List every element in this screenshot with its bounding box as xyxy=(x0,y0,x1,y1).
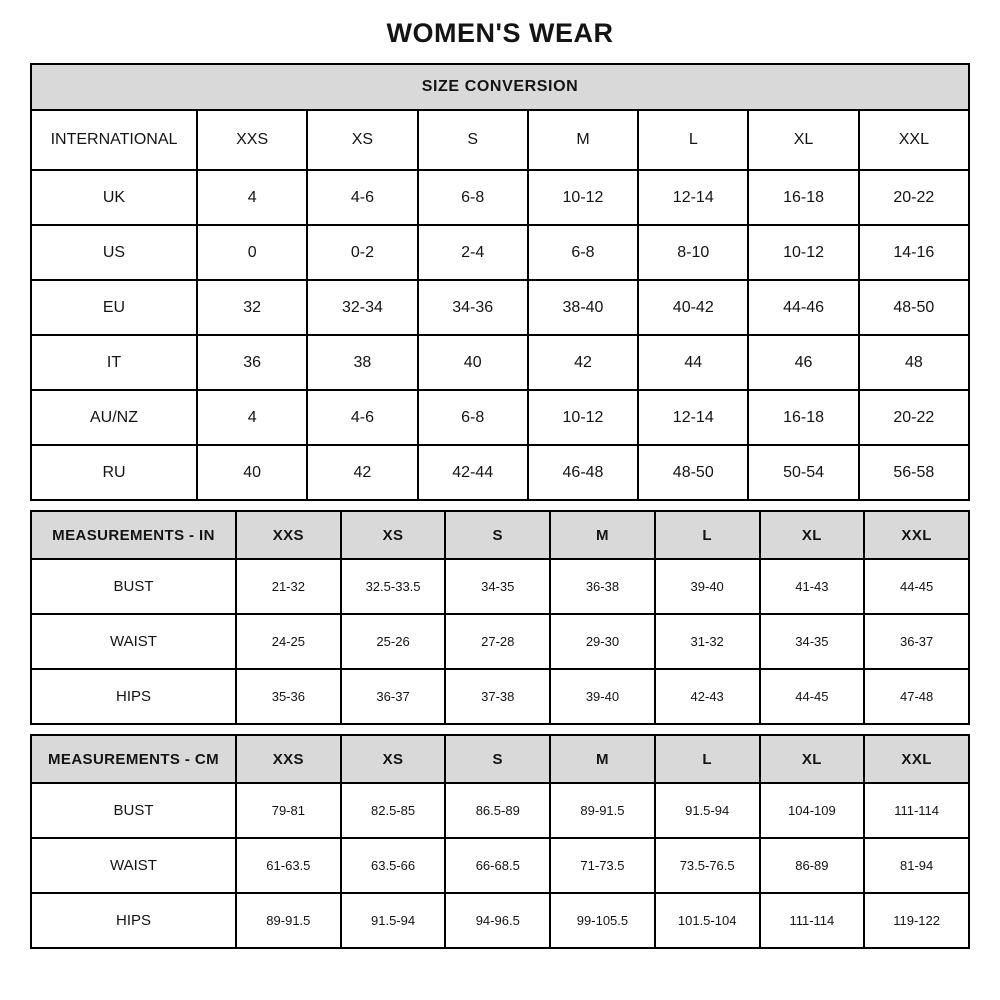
size-value-uk-xl: 16-18 xyxy=(748,170,858,225)
measurements-cm-value-waist-m: 71-73.5 xyxy=(550,838,655,893)
measurements-in-value-hips-m: 39-40 xyxy=(550,669,655,724)
measurements-cm-value-waist-xxl: 81-94 xyxy=(864,838,969,893)
column-header-size-l: L xyxy=(638,110,748,170)
measurements-cm-column-header-xxl: XXL xyxy=(864,735,969,783)
region-label-ru: RU xyxy=(31,445,197,500)
size-conversion-row-ru xyxy=(31,445,969,500)
international-header-row xyxy=(31,110,969,170)
measurements-in-value-waist-xl: 34-35 xyxy=(760,614,865,669)
size-conversion-table xyxy=(30,63,970,501)
measurements-in-column-header-xxs: XXS xyxy=(236,511,341,559)
size-value-us-m: 6-8 xyxy=(528,225,638,280)
measurements-in-column-header-s: S xyxy=(445,511,550,559)
size-conversion-row-eu xyxy=(31,280,969,335)
size-value-au-nz-l: 12-14 xyxy=(638,390,748,445)
size-value-eu-l: 40-42 xyxy=(638,280,748,335)
measurements-cm-value-bust-l: 91.5-94 xyxy=(655,783,760,838)
measurements-cm-value-waist-xl: 86-89 xyxy=(760,838,865,893)
measurements-cm-value-waist-xxs: 61-63.5 xyxy=(236,838,341,893)
size-conversion-title: SIZE CONVERSION xyxy=(31,64,969,110)
measurements-cm-value-waist-s: 66-68.5 xyxy=(445,838,550,893)
size-value-it-xxl: 48 xyxy=(859,335,969,390)
measurements-in-column-header-l: L xyxy=(655,511,760,559)
measurements-in-value-bust-m: 36-38 xyxy=(550,559,655,614)
region-label-uk: UK xyxy=(31,170,197,225)
measurements-in-value-hips-xs: 36-37 xyxy=(341,669,446,724)
measurements-in-value-waist-l: 31-32 xyxy=(655,614,760,669)
region-label-eu: EU xyxy=(31,280,197,335)
measurements-cm-value-hips-xl: 111-114 xyxy=(760,893,865,948)
size-value-us-l: 8-10 xyxy=(638,225,748,280)
measurements-cm-row-hips xyxy=(31,893,969,948)
measurements-in-value-hips-s: 37-38 xyxy=(445,669,550,724)
size-value-ru-l: 48-50 xyxy=(638,445,748,500)
size-value-us-xl: 10-12 xyxy=(748,225,858,280)
measurements-in-row-waist xyxy=(31,614,969,669)
region-label-it: IT xyxy=(31,335,197,390)
size-value-ru-xl: 50-54 xyxy=(748,445,858,500)
measurements-cm-label-hips: HIPS xyxy=(31,893,236,948)
measurements-cm-row-waist xyxy=(31,838,969,893)
measurements-cm-value-bust-xs: 82.5-85 xyxy=(341,783,446,838)
column-header-size-s: S xyxy=(418,110,528,170)
measurements-in-value-bust-xl: 41-43 xyxy=(760,559,865,614)
measurements-cm-value-bust-xl: 104-109 xyxy=(760,783,865,838)
measurements-cm-value-hips-l: 101.5-104 xyxy=(655,893,760,948)
page-title: WOMEN'S WEAR xyxy=(386,18,614,48)
measurements-in-header-row xyxy=(31,511,969,559)
size-value-us-s: 2-4 xyxy=(418,225,528,280)
measurements-in-value-waist-xxs: 24-25 xyxy=(236,614,341,669)
measurements-in-label-waist: WAIST xyxy=(31,614,236,669)
measurements-in-column-header-xxl: XXL xyxy=(864,511,969,559)
measurements-cm-row-bust xyxy=(31,783,969,838)
size-value-uk-l: 12-14 xyxy=(638,170,748,225)
size-value-ru-m: 46-48 xyxy=(528,445,638,500)
region-label-us: US xyxy=(31,225,197,280)
column-header-size-m: M xyxy=(528,110,638,170)
size-value-eu-s: 34-36 xyxy=(418,280,528,335)
measurements-cm-column-header-s: S xyxy=(445,735,550,783)
size-value-ru-xxl: 56-58 xyxy=(859,445,969,500)
size-value-uk-s: 6-8 xyxy=(418,170,528,225)
size-conversion-row-us xyxy=(31,225,969,280)
measurements-in-value-bust-l: 39-40 xyxy=(655,559,760,614)
measurements-in-column-header-m: M xyxy=(550,511,655,559)
column-header-size-xl: XL xyxy=(748,110,858,170)
size-value-it-xs: 38 xyxy=(307,335,417,390)
size-conversion-title-row xyxy=(31,64,969,110)
measurements-cm-column-header-xl: XL xyxy=(760,735,865,783)
measurements-in-value-hips-xxs: 35-36 xyxy=(236,669,341,724)
size-conversion-row-uk xyxy=(31,170,969,225)
measurements-cm-label-bust: BUST xyxy=(31,783,236,838)
measurements-in-value-bust-xs: 32.5-33.5 xyxy=(341,559,446,614)
measurements-in-value-waist-xs: 25-26 xyxy=(341,614,446,669)
region-label-au-nz: AU/NZ xyxy=(31,390,197,445)
size-value-us-xxs: 0 xyxy=(197,225,307,280)
size-conversion-row-it xyxy=(31,335,969,390)
size-conversion-row-au-nz xyxy=(31,390,969,445)
measurements-in-value-waist-m: 29-30 xyxy=(550,614,655,669)
size-value-it-m: 42 xyxy=(528,335,638,390)
size-value-uk-xxl: 20-22 xyxy=(859,170,969,225)
size-value-eu-xl: 44-46 xyxy=(748,280,858,335)
size-value-au-nz-m: 10-12 xyxy=(528,390,638,445)
size-value-ru-s: 42-44 xyxy=(418,445,528,500)
measurements-cm-value-waist-l: 73.5-76.5 xyxy=(655,838,760,893)
measurements-in-value-bust-xxs: 21-32 xyxy=(236,559,341,614)
size-value-eu-m: 38-40 xyxy=(528,280,638,335)
size-value-uk-xs: 4-6 xyxy=(307,170,417,225)
measurements-in-value-waist-xxl: 36-37 xyxy=(864,614,969,669)
measurements-cm-header-row xyxy=(31,735,969,783)
measurements-cm-value-waist-xs: 63.5-66 xyxy=(341,838,446,893)
measurements-in-value-hips-xxl: 47-48 xyxy=(864,669,969,724)
measurements-cm-value-hips-s: 94-96.5 xyxy=(445,893,550,948)
measurements-in-row-hips xyxy=(31,669,969,724)
measurements-cm-value-hips-xs: 91.5-94 xyxy=(341,893,446,948)
size-value-uk-xxs: 4 xyxy=(197,170,307,225)
size-value-eu-xs: 32-34 xyxy=(307,280,417,335)
size-value-au-nz-xxl: 20-22 xyxy=(859,390,969,445)
size-value-au-nz-xl: 16-18 xyxy=(748,390,858,445)
size-value-au-nz-s: 6-8 xyxy=(418,390,528,445)
measurements-cm-value-bust-s: 86.5-89 xyxy=(445,783,550,838)
measurements-in-title: MEASUREMENTS - IN xyxy=(31,511,236,559)
measurements-in-value-hips-l: 42-43 xyxy=(655,669,760,724)
measurements-cm-column-header-l: L xyxy=(655,735,760,783)
size-chart-page xyxy=(30,0,970,949)
measurements-cm-value-hips-xxs: 89-91.5 xyxy=(236,893,341,948)
size-value-eu-xxs: 32 xyxy=(197,280,307,335)
size-value-it-s: 40 xyxy=(418,335,528,390)
measurements-cm-column-header-m: M xyxy=(550,735,655,783)
size-value-us-xxl: 14-16 xyxy=(859,225,969,280)
measurements-cm-value-hips-m: 99-105.5 xyxy=(550,893,655,948)
measurements-in-value-waist-s: 27-28 xyxy=(445,614,550,669)
measurements-in-value-hips-xl: 44-45 xyxy=(760,669,865,724)
size-value-eu-xxl: 48-50 xyxy=(859,280,969,335)
measurements-in-value-bust-xxl: 44-45 xyxy=(864,559,969,614)
size-value-uk-m: 10-12 xyxy=(528,170,638,225)
measurements-in-value-bust-s: 34-35 xyxy=(445,559,550,614)
measurements-cm-column-header-xxs: XXS xyxy=(236,735,341,783)
size-value-au-nz-xs: 4-6 xyxy=(307,390,417,445)
size-value-ru-xs: 42 xyxy=(307,445,417,500)
size-value-ru-xxs: 40 xyxy=(197,445,307,500)
column-header-size-xxs: XXS xyxy=(197,110,307,170)
size-value-it-l: 44 xyxy=(638,335,748,390)
measurements-cm-title: MEASUREMENTS - CM xyxy=(31,735,236,783)
measurements-cm-value-hips-xxl: 119-122 xyxy=(864,893,969,948)
size-value-au-nz-xxs: 4 xyxy=(197,390,307,445)
column-header-international: INTERNATIONAL xyxy=(31,110,197,170)
measurements-in-label-bust: BUST xyxy=(31,559,236,614)
size-value-us-xs: 0-2 xyxy=(307,225,417,280)
measurements-cm-column-header-xs: XS xyxy=(341,735,446,783)
size-value-it-xl: 46 xyxy=(748,335,858,390)
size-value-it-xxs: 36 xyxy=(197,335,307,390)
measurements-in-table xyxy=(30,510,970,725)
measurements-cm-value-bust-m: 89-91.5 xyxy=(550,783,655,838)
measurements-in-column-header-xl: XL xyxy=(760,511,865,559)
measurements-cm-table xyxy=(30,734,970,949)
measurements-cm-label-waist: WAIST xyxy=(31,838,236,893)
column-header-size-xxl: XXL xyxy=(859,110,969,170)
measurements-in-label-hips: HIPS xyxy=(31,669,236,724)
measurements-cm-value-bust-xxl: 111-114 xyxy=(864,783,969,838)
column-header-size-xs: XS xyxy=(307,110,417,170)
measurements-in-row-bust xyxy=(31,559,969,614)
measurements-in-column-header-xs: XS xyxy=(341,511,446,559)
measurements-cm-value-bust-xxs: 79-81 xyxy=(236,783,341,838)
